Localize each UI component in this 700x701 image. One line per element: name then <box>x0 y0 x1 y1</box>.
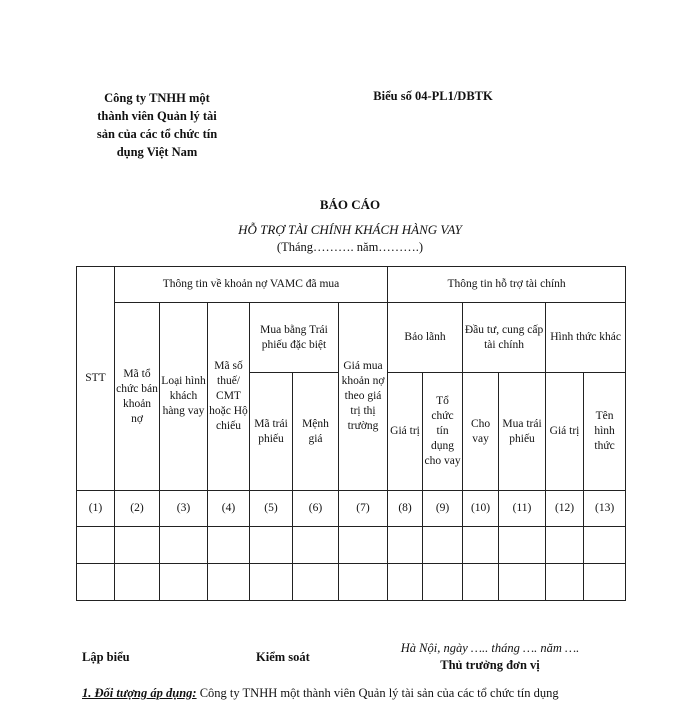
col-header-other-form: Hình thức khác <box>546 303 626 373</box>
footnote-text: Công ty TNHH một thành viên Quản lý tài sản của các tổ chức tín dụng <box>196 686 559 700</box>
column-number: (4) <box>208 491 250 527</box>
column-number: (12) <box>546 491 584 527</box>
table-cell <box>250 527 293 564</box>
table-row <box>77 527 626 564</box>
table-cell <box>77 564 115 601</box>
report-table <box>76 266 626 601</box>
table-cell <box>339 527 388 564</box>
report-title: BÁO CÁO <box>319 197 381 212</box>
footnote <box>82 686 682 701</box>
table-cell <box>250 564 293 601</box>
column-number: (10) <box>463 491 499 527</box>
column-number: (7) <box>339 491 388 527</box>
col-header-stt: STT <box>77 267 115 491</box>
table-cell <box>463 527 499 564</box>
col-header-special-bonds: Mua bằng Trái phiếu đặc biệt <box>250 303 339 373</box>
col-header-purchase-value: Giá mua khoản nợ theo giá trị thị trường <box>339 303 388 491</box>
organization-name <box>82 89 232 161</box>
col-header-guarantee: Bảo lãnh <box>388 303 463 373</box>
col-header-other-name: Tên hình thức <box>584 373 626 491</box>
column-number: (3) <box>160 491 208 527</box>
org-line: thành viên Quản lý tài <box>97 109 217 123</box>
controlled-by-label: Kiểm soát <box>256 650 310 664</box>
table-cell <box>388 527 423 564</box>
report-subtitle: HỖ TRỢ TÀI CHÍNH KHÁCH HÀNG VAY <box>238 222 462 237</box>
org-line: Công ty TNHH một <box>104 91 210 105</box>
footnote-label: 1. Đối tượng áp dụng: <box>82 686 197 700</box>
form-number: Biểu số 04-PL1/DBTK <box>373 89 493 103</box>
table-cell <box>208 527 250 564</box>
table-cell <box>115 564 160 601</box>
column-number: (2) <box>115 491 160 527</box>
table-cell <box>423 527 463 564</box>
col-header-tax-id: Mã số thuế/ CMT hoặc Hộ chiếu <box>208 303 250 491</box>
col-header-guarantee-value: Giá trị <box>388 373 423 491</box>
table-row <box>77 564 626 601</box>
col-header-org-code: Mã tổ chức bán khoản nợ <box>115 303 160 491</box>
col-header-investment: Đầu tư, cung cấp tài chính <box>463 303 546 373</box>
col-header-buy-bonds: Mua trái phiếu <box>499 373 546 491</box>
col-header-customer-type: Loại hình khách hàng vay <box>160 303 208 491</box>
head-of-unit-label: Thủ trưởng đơn vị <box>440 658 540 672</box>
table-cell <box>160 564 208 601</box>
table-cell <box>546 564 584 601</box>
group-header-financial-support: Thông tin hỗ trợ tài chính <box>388 267 626 303</box>
report-period: (Tháng………. năm……….) <box>276 240 424 254</box>
table-cell <box>499 527 546 564</box>
table-cell <box>115 527 160 564</box>
col-header-bond-code: Mã trái phiếu <box>250 373 293 491</box>
table-cell <box>160 527 208 564</box>
table-cell <box>388 564 423 601</box>
col-header-credit-institution: Tổ chức tín dụng cho vay <box>423 373 463 491</box>
table-cell <box>339 564 388 601</box>
table-cell <box>293 527 339 564</box>
table-cell <box>208 564 250 601</box>
table-cell <box>293 564 339 601</box>
table-cell <box>463 564 499 601</box>
table-cell <box>546 527 584 564</box>
column-number: (6) <box>293 491 339 527</box>
col-header-lending: Cho vay <box>463 373 499 491</box>
table-cell <box>584 564 626 601</box>
table-cell <box>77 527 115 564</box>
column-number: (13) <box>584 491 626 527</box>
table-cell <box>584 527 626 564</box>
table-cell <box>423 564 463 601</box>
column-number: (1) <box>77 491 115 527</box>
col-header-face-value: Mệnh giá <box>293 373 339 491</box>
org-line: sản của các tổ chức tín <box>96 127 218 141</box>
col-header-other-value: Giá trị <box>546 373 584 491</box>
table-cell <box>499 564 546 601</box>
group-header-debt-info: Thông tin về khoản nợ VAMC đã mua <box>115 267 388 303</box>
column-number: (9) <box>423 491 463 527</box>
column-number: (5) <box>250 491 293 527</box>
column-number: (11) <box>499 491 546 527</box>
place-date-line: Hà Nội, ngày ….. tháng …. năm …. <box>400 641 580 655</box>
prepared-by-label: Lập biểu <box>82 650 130 664</box>
column-number: (8) <box>388 491 423 527</box>
org-line: dụng Việt Nam <box>116 145 198 159</box>
